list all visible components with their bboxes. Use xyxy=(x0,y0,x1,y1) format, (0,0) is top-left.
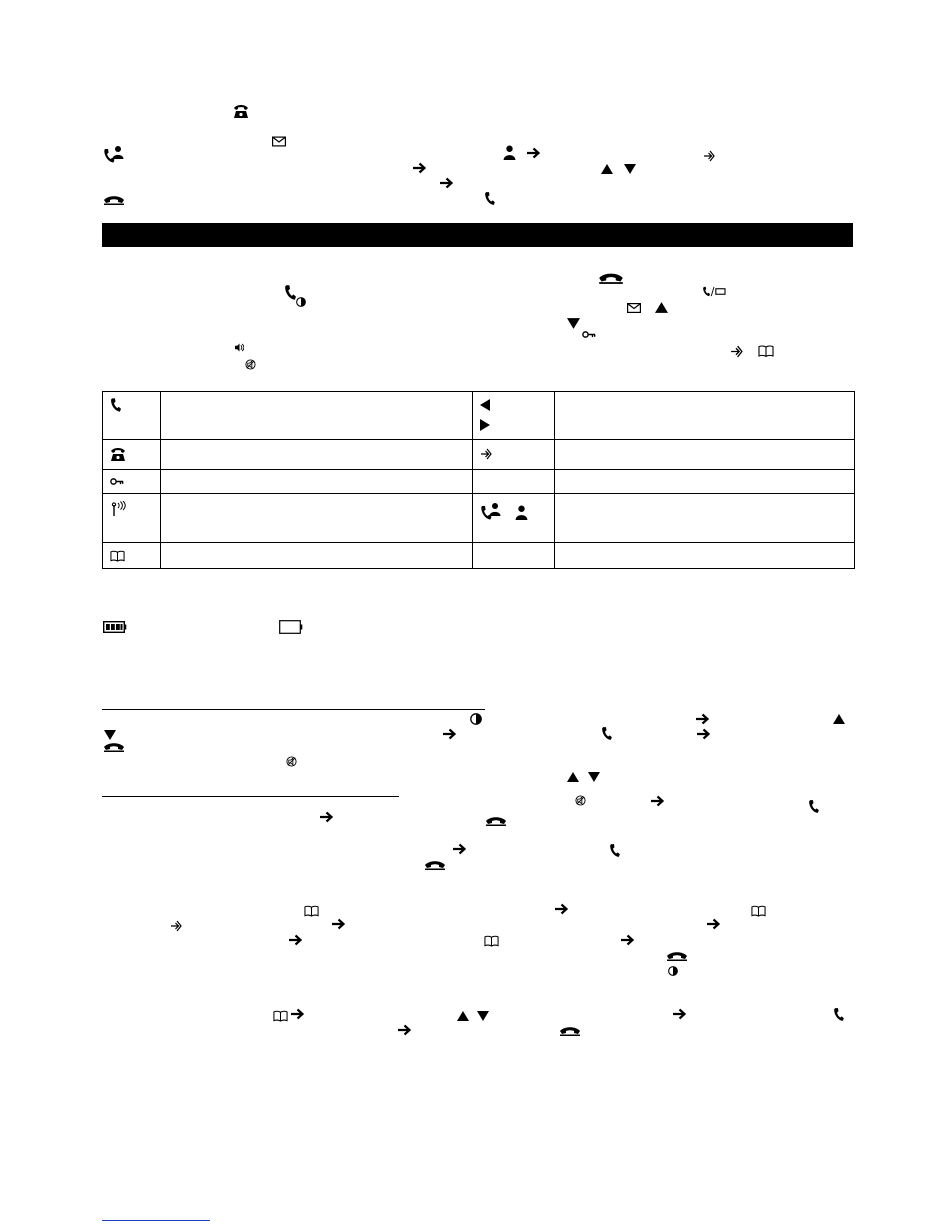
intercom-icon xyxy=(103,145,125,163)
table-cell-text xyxy=(161,392,473,440)
person-icon xyxy=(515,505,528,520)
key-lock-icon xyxy=(110,478,124,485)
envelope-icon xyxy=(272,136,286,147)
key-lock-icon xyxy=(582,331,596,338)
footer-link-underline xyxy=(102,1220,210,1221)
handset-icon xyxy=(484,191,495,206)
circle-toggle-icon xyxy=(470,713,482,725)
right-arrow-icon xyxy=(707,918,721,930)
right-arrow-icon xyxy=(320,811,334,823)
phonebook-icon xyxy=(273,1010,288,1022)
circle-toggle-icon xyxy=(296,297,306,307)
section-header-bar xyxy=(102,223,853,247)
right-arrow-icon xyxy=(651,795,665,807)
table-cell-icon xyxy=(103,440,161,470)
right-triangle-icon xyxy=(480,419,490,431)
icon-legend-table xyxy=(102,391,855,569)
down-triangle-icon xyxy=(588,772,600,782)
table-cell-text xyxy=(555,440,855,470)
right-arrow-icon xyxy=(555,903,569,915)
right-arrow-icon xyxy=(527,147,541,159)
call-hold-icon xyxy=(702,286,726,297)
right-arrow-icon xyxy=(673,1008,687,1020)
right-arrow-icon xyxy=(332,918,346,930)
end-call-icon xyxy=(424,860,446,870)
end-call-icon xyxy=(666,951,688,961)
phonebook-icon xyxy=(484,935,499,947)
table-cell-icon xyxy=(473,543,555,569)
table-row xyxy=(103,440,855,470)
handset-icon xyxy=(601,726,612,741)
handset-icon xyxy=(110,397,121,413)
table-row xyxy=(103,470,855,494)
right-arrow-icon xyxy=(398,1024,412,1036)
table-cell-icon xyxy=(103,494,161,543)
handset-icon xyxy=(833,1007,844,1022)
table-row xyxy=(103,543,855,569)
table-cell-text xyxy=(555,470,855,494)
mute-icon xyxy=(286,756,297,767)
phonebook-icon xyxy=(304,905,319,917)
desk-phone-icon xyxy=(110,446,126,462)
person-icon xyxy=(503,145,516,160)
table-cell-icon xyxy=(473,470,555,494)
right-arrow-icon xyxy=(453,843,467,855)
up-triangle-icon xyxy=(567,772,579,782)
phonebook-icon xyxy=(110,550,125,562)
right-arrow-icon xyxy=(621,934,635,946)
down-triangle-icon xyxy=(567,318,580,329)
end-call-icon xyxy=(598,272,624,284)
right-arrow-icon xyxy=(289,934,303,946)
battery-empty-icon xyxy=(279,620,303,634)
antenna-icon xyxy=(110,501,126,517)
envelope-icon xyxy=(627,303,641,313)
table-cell-icon xyxy=(103,543,161,569)
down-triangle-icon xyxy=(477,1011,489,1021)
table-cell-text xyxy=(161,440,473,470)
table-cell-icon xyxy=(103,392,161,440)
menu-enter-icon xyxy=(703,150,715,162)
table-row xyxy=(103,494,855,543)
up-triangle-icon xyxy=(833,714,845,724)
table-cell-icon xyxy=(473,392,555,440)
end-call-icon xyxy=(103,195,125,205)
right-arrow-icon xyxy=(443,728,457,740)
up-triangle-icon xyxy=(601,164,613,174)
table-cell-text xyxy=(161,543,473,569)
left-triangle-icon xyxy=(480,399,490,411)
subsection-underline xyxy=(102,709,485,710)
table-cell-text xyxy=(161,494,473,543)
speaker-icon xyxy=(235,342,244,353)
right-arrow-icon xyxy=(697,728,711,740)
circle-toggle-icon xyxy=(668,966,678,976)
subsection-underline xyxy=(102,796,399,797)
table-cell-text xyxy=(555,494,855,543)
right-arrow-icon xyxy=(291,1008,305,1020)
table-cell-icon xyxy=(473,494,555,543)
table-cell-icon xyxy=(103,470,161,494)
end-call-icon xyxy=(559,1026,581,1036)
menu-enter-icon xyxy=(170,920,182,932)
phonebook-icon xyxy=(758,345,774,357)
table-cell-text xyxy=(161,470,473,494)
down-triangle-icon xyxy=(104,730,116,740)
up-triangle-icon xyxy=(655,302,668,313)
table-row xyxy=(103,392,855,440)
menu-enter-icon xyxy=(480,448,492,460)
table-cell-text xyxy=(555,543,855,569)
mute-icon xyxy=(245,359,256,370)
end-call-icon xyxy=(485,816,507,826)
handset-icon xyxy=(284,284,296,301)
desk-phone-icon xyxy=(233,103,249,119)
battery-full-icon xyxy=(103,621,127,633)
right-arrow-icon xyxy=(696,713,710,725)
menu-enter-icon xyxy=(730,345,743,358)
phonebook-icon xyxy=(751,905,766,917)
table-cell-icon xyxy=(473,440,555,470)
table-cell-text xyxy=(555,392,855,440)
right-arrow-icon xyxy=(413,162,427,174)
handset-icon xyxy=(609,843,620,858)
mute-icon xyxy=(575,795,586,806)
up-triangle-icon xyxy=(457,1011,469,1021)
end-call-icon xyxy=(103,742,125,752)
right-arrow-icon xyxy=(440,177,454,189)
down-triangle-icon xyxy=(624,164,636,174)
handset-icon xyxy=(808,799,819,814)
intercom-icon xyxy=(480,502,502,520)
